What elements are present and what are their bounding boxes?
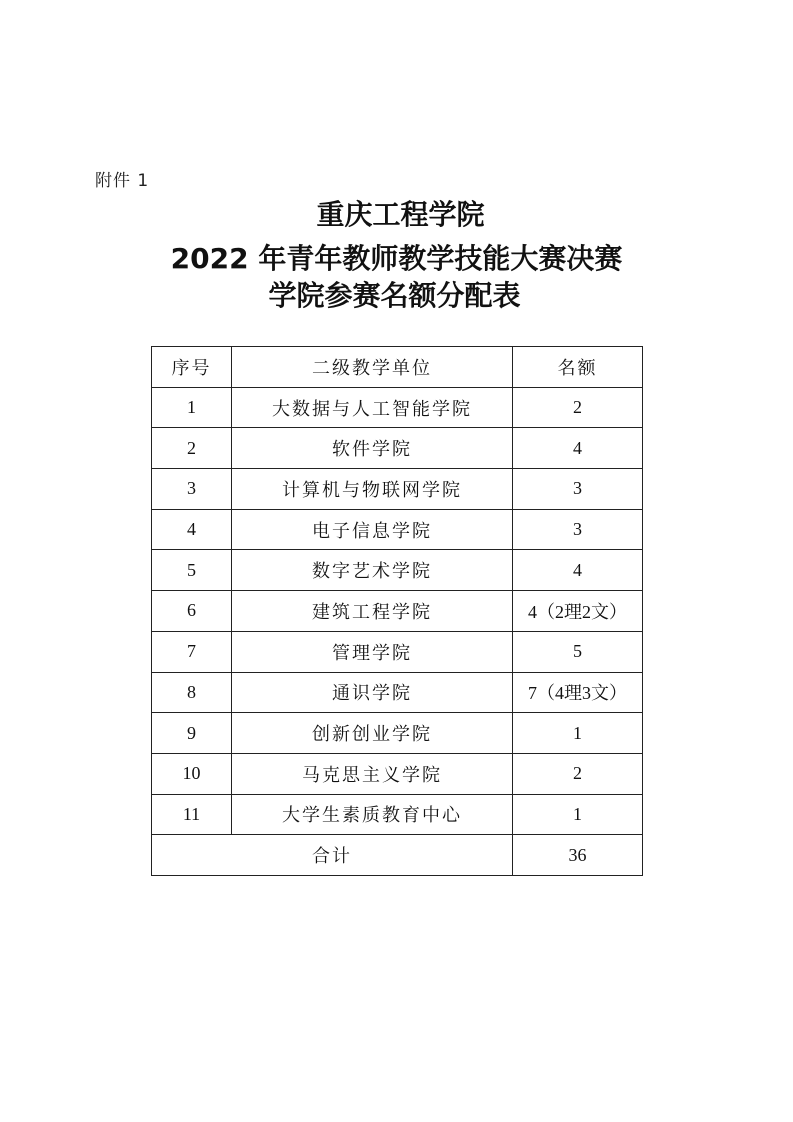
table-row <box>152 753 643 794</box>
header-unit: 二级教学单位 <box>232 347 513 388</box>
row-quota: 7（4理3文） <box>513 672 643 713</box>
row-quota: 1 <box>513 713 643 754</box>
table-row <box>152 550 643 591</box>
title-line-institution: 重庆工程学院 <box>316 198 485 231</box>
title-line-table-name: 学院参赛名额分配表 <box>268 279 521 312</box>
row-index: 8 <box>152 672 232 713</box>
total-label: 合计 <box>152 835 513 876</box>
table-row <box>152 672 643 713</box>
row-unit: 计算机与物联网学院 <box>232 469 513 510</box>
row-index: 5 <box>152 550 232 591</box>
row-unit: 大学生素质教育中心 <box>232 794 513 835</box>
row-unit: 软件学院 <box>232 428 513 469</box>
header-quota: 名额 <box>513 347 643 388</box>
row-unit: 管理学院 <box>232 631 513 672</box>
row-quota: 4 <box>513 428 643 469</box>
row-unit: 通识学院 <box>232 672 513 713</box>
row-index: 9 <box>152 713 232 754</box>
row-index: 2 <box>152 428 232 469</box>
quota-allocation-table <box>151 346 643 876</box>
row-unit: 马克思主义学院 <box>232 753 513 794</box>
row-index: 7 <box>152 631 232 672</box>
table-total-row <box>152 835 643 876</box>
row-unit: 电子信息学院 <box>232 509 513 550</box>
row-quota: 1 <box>513 794 643 835</box>
row-quota: 3 <box>513 469 643 510</box>
table-row <box>152 428 643 469</box>
table-row <box>152 469 643 510</box>
total-value: 36 <box>513 835 643 876</box>
row-unit: 建筑工程学院 <box>232 591 513 632</box>
table-row <box>152 794 643 835</box>
table-row <box>152 713 643 754</box>
row-unit: 创新创业学院 <box>232 713 513 754</box>
row-quota: 4 <box>513 550 643 591</box>
row-unit: 数字艺术学院 <box>232 550 513 591</box>
row-quota: 3 <box>513 509 643 550</box>
row-quota: 2 <box>513 387 643 428</box>
attachment-label: 附件 1 <box>95 171 150 191</box>
table-header-row <box>152 347 643 388</box>
row-index: 6 <box>152 591 232 632</box>
row-quota: 2 <box>513 753 643 794</box>
row-index: 1 <box>152 387 232 428</box>
table-row <box>152 387 643 428</box>
title-line-competition: 2022 年青年教师教学技能大赛决赛 <box>170 242 623 275</box>
header-index: 序号 <box>152 347 232 388</box>
table-row <box>152 509 643 550</box>
row-index: 3 <box>152 469 232 510</box>
row-quota: 4（2理2文） <box>513 591 643 632</box>
table-row <box>152 631 643 672</box>
row-index: 10 <box>152 753 232 794</box>
row-index: 4 <box>152 509 232 550</box>
row-quota: 5 <box>513 631 643 672</box>
row-unit: 大数据与人工智能学院 <box>232 387 513 428</box>
table-row <box>152 591 643 632</box>
row-index: 11 <box>152 794 232 835</box>
